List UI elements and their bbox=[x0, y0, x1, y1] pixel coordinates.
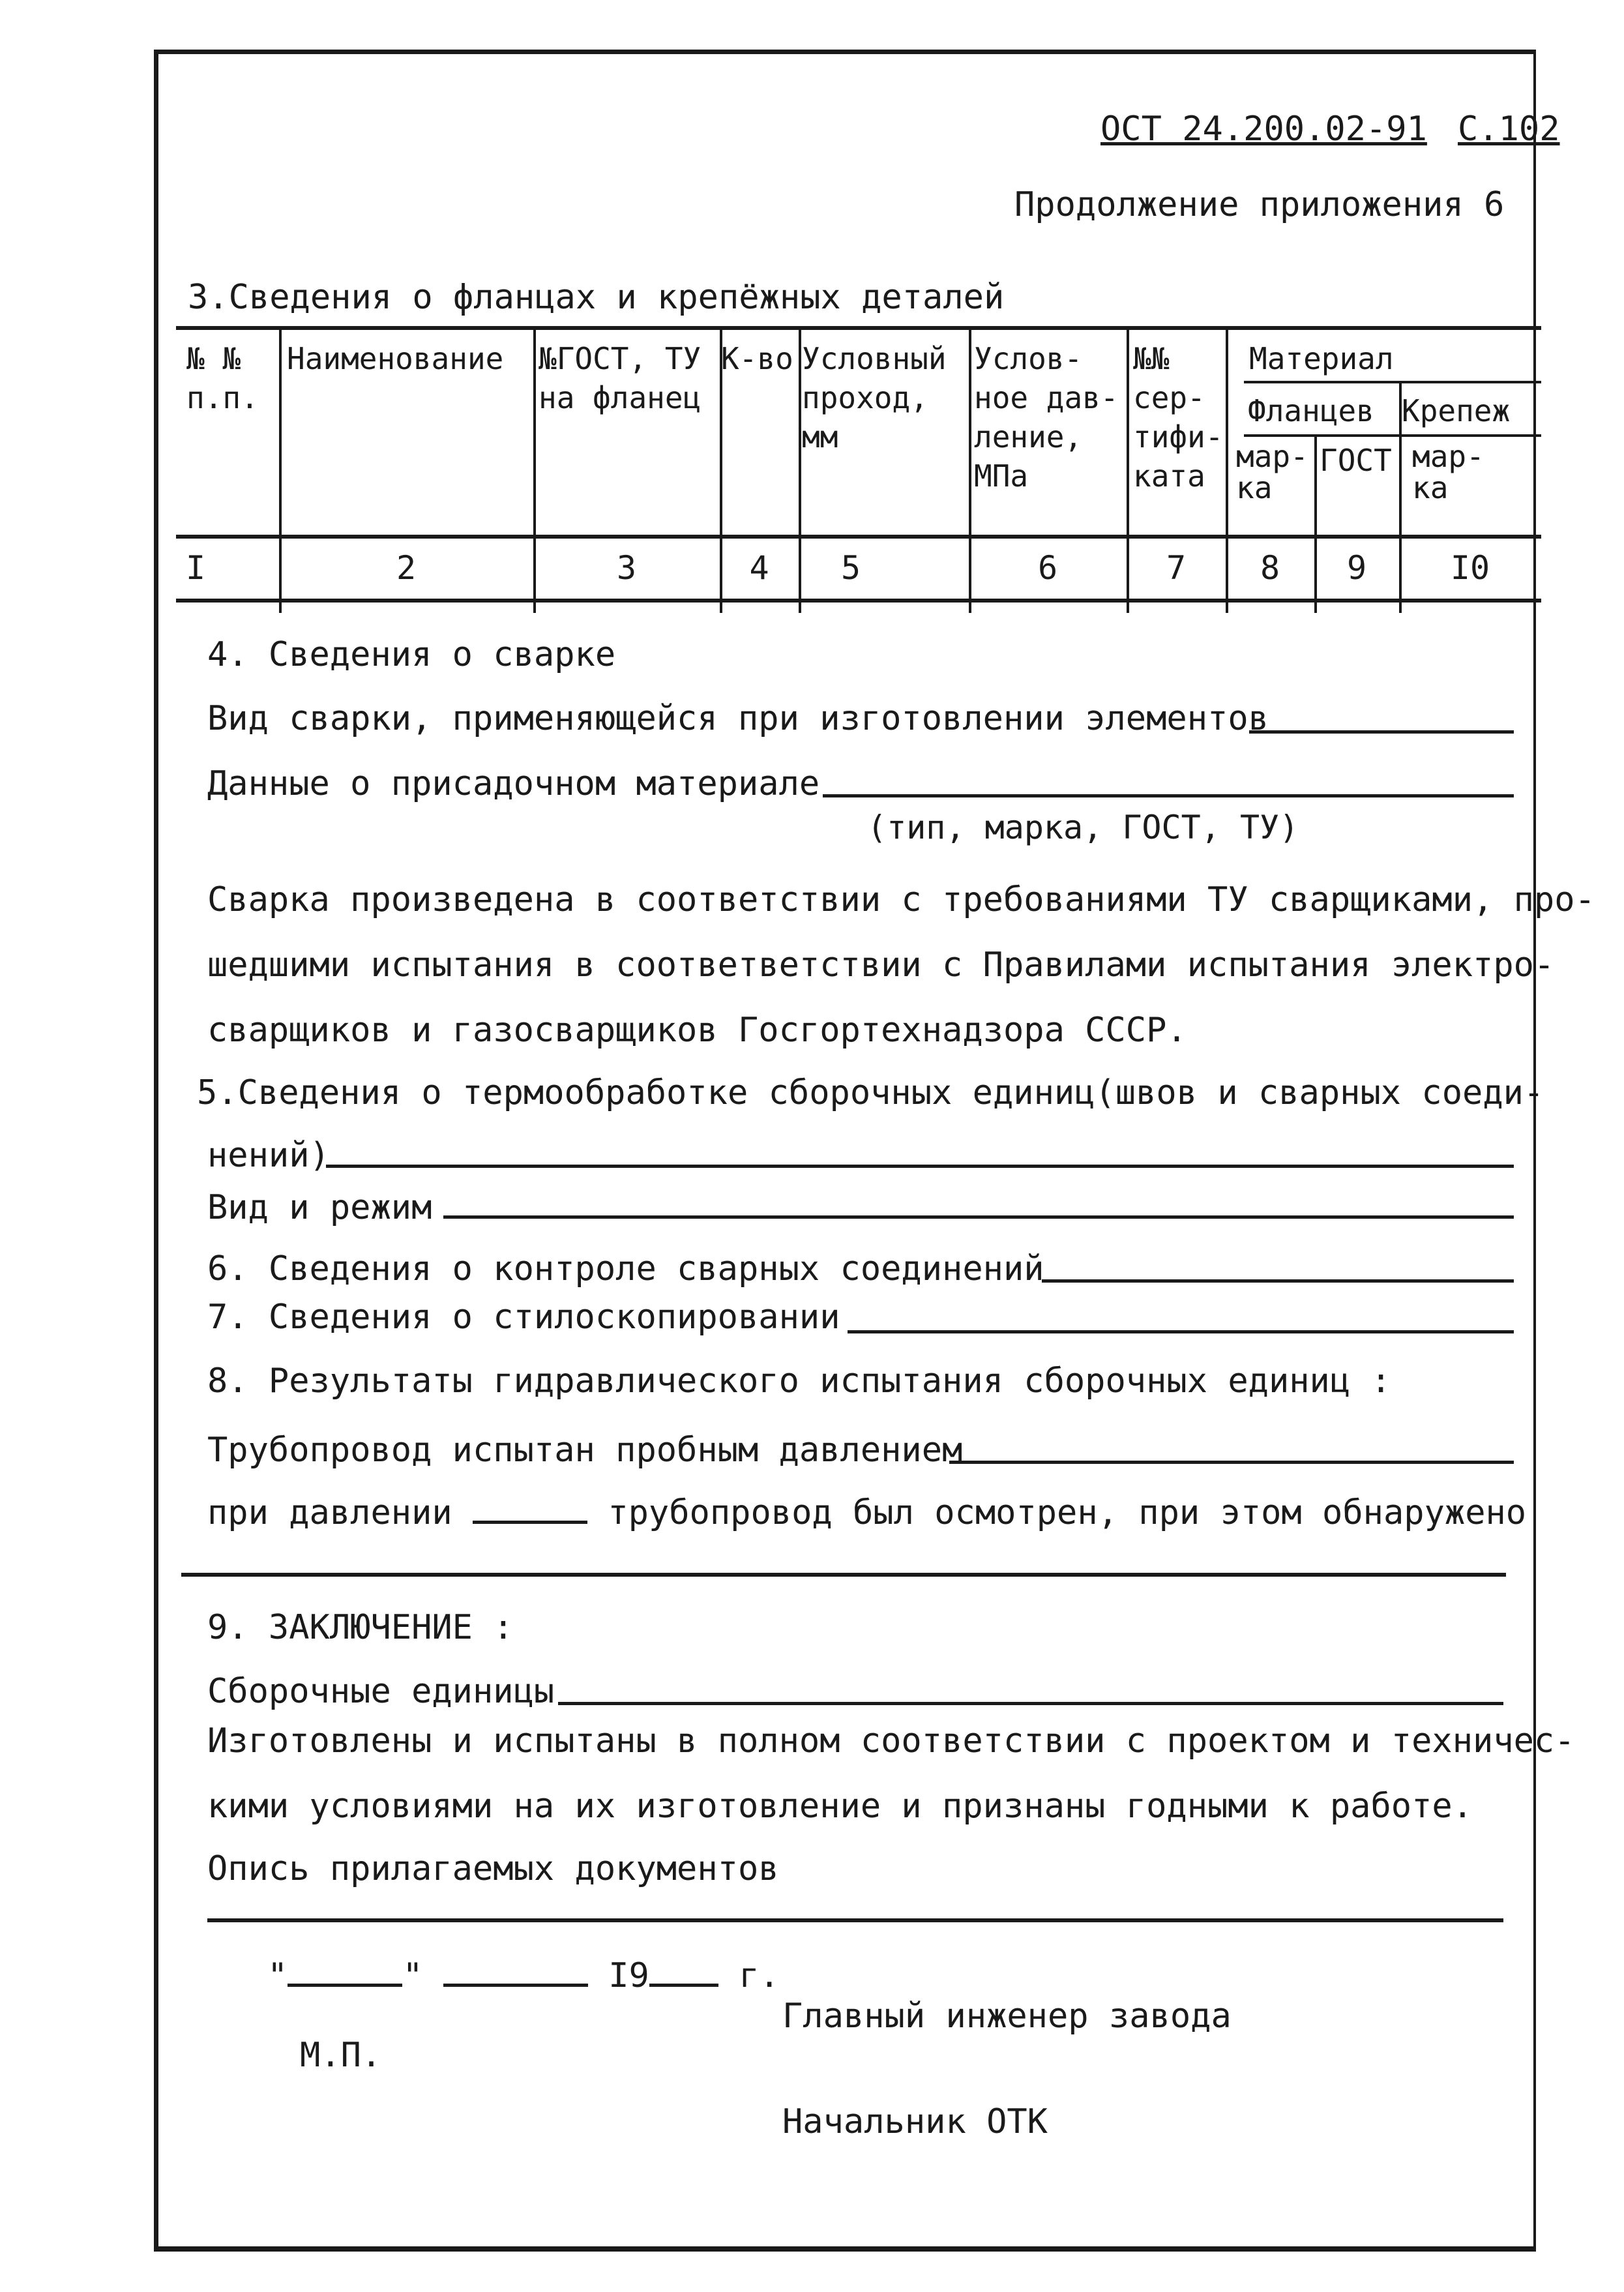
stamp-label: М.П. bbox=[300, 2036, 382, 2075]
col10-header: мар- ка bbox=[1412, 439, 1484, 505]
section5-title-line2: нений) bbox=[207, 1136, 330, 1175]
col6-header: Услов- ное дав- ление, МПа bbox=[974, 341, 1119, 494]
continuation-label: Продолжение приложения 6 bbox=[1014, 185, 1505, 224]
col2-header: Наименование bbox=[287, 341, 504, 376]
section9-title: 9. ЗАКЛЮЧЕНИЕ : bbox=[207, 1608, 514, 1647]
filler-material-hint: (тип, марка, ГОСТ, ТУ) bbox=[867, 809, 1299, 846]
col6-number: 6 bbox=[1037, 549, 1058, 587]
col7-header: №№ сер- тифи- ката bbox=[1133, 341, 1224, 494]
col5-header: Условный проход, мм bbox=[802, 341, 947, 454]
assembly-units-label: Сборочные единицы bbox=[207, 1672, 555, 1711]
assembly-units-blank[interactable] bbox=[558, 1702, 1503, 1705]
section8-title: 8. Результаты гидравлического испытания сборочных единиц : bbox=[207, 1362, 1391, 1401]
col4-number: 4 bbox=[749, 549, 769, 587]
conclusion-para-line2: кими условиями на их изготовление и признаны годными к работе. bbox=[207, 1787, 1473, 1826]
filler-material-label: Данные о присадочном материале bbox=[207, 764, 820, 803]
col4-header: К-во bbox=[721, 341, 793, 376]
document-code: ОСТ 24.200.02-91 bbox=[1100, 110, 1427, 149]
documents-list-label: Опись прилагаемых документов bbox=[207, 1849, 779, 1888]
welding-para-line1: Сварка произведена в соответствии с требованиями ТУ сварщиками, про- bbox=[207, 880, 1595, 919]
otk-head-label: Начальник ОТК bbox=[782, 2102, 1048, 2141]
col10-number: I0 bbox=[1450, 549, 1490, 587]
welding-para-line3: сварщиков и газосварщиков Госгортехнадзора СССР. bbox=[207, 1011, 1187, 1050]
col1-header: № № п.п. bbox=[186, 341, 259, 415]
col3-number: 3 bbox=[616, 549, 637, 587]
fasteners-group-header: Крепеж bbox=[1402, 393, 1511, 428]
styloscopy-blank[interactable] bbox=[848, 1330, 1514, 1333]
date-line: " " I9 г. bbox=[267, 1956, 780, 1995]
section4-title: 4. Сведения о сварке bbox=[207, 635, 616, 674]
day-blank[interactable] bbox=[288, 1984, 402, 1987]
documents-list-line[interactable] bbox=[207, 1918, 1503, 1922]
col8-number: 8 bbox=[1260, 549, 1280, 587]
inspection-line: при давлении трубопровод был осмотрен, при этом обнаружено bbox=[207, 1493, 1527, 1532]
section3-title: 3.Сведения о фланцах и крепёжных деталей bbox=[188, 278, 1005, 317]
conclusion-para-line1: Изготовлены и испытаны в полном соответствии с проектом и техничес- bbox=[207, 1721, 1575, 1761]
page-number: С.102 bbox=[1458, 110, 1560, 149]
col7-number: 7 bbox=[1166, 549, 1187, 587]
filler-material-blank[interactable] bbox=[823, 794, 1514, 797]
flanges-group-header: Фланцев bbox=[1248, 393, 1374, 428]
col2-number: 2 bbox=[396, 549, 417, 587]
inspection-result-line[interactable] bbox=[181, 1573, 1506, 1577]
col8-header: мар- ка bbox=[1236, 439, 1308, 505]
mode-label: Вид и режим bbox=[207, 1188, 432, 1227]
heat-treatment-blank[interactable] bbox=[326, 1165, 1514, 1168]
pressure-blank[interactable] bbox=[473, 1521, 587, 1524]
mode-blank[interactable] bbox=[443, 1215, 1514, 1219]
col9-number: 9 bbox=[1346, 549, 1367, 587]
section7-title: 7. Сведения о стилоскопировании bbox=[207, 1298, 840, 1337]
col9-header: ГОСТ bbox=[1320, 443, 1392, 478]
test-pressure-blank[interactable] bbox=[949, 1461, 1514, 1464]
section6-title: 6. Сведения о контроле сварных соединений bbox=[207, 1249, 1044, 1288]
section5-title-line1: 5.Сведения о термообработке сборочных единиц(швов и сварных соеди- bbox=[197, 1073, 1544, 1112]
welding-type-blank[interactable] bbox=[1249, 730, 1514, 734]
test-pressure-label: Трубопровод испытан пробным давлением bbox=[207, 1431, 963, 1470]
month-blank[interactable] bbox=[443, 1984, 588, 1987]
col1-number: I bbox=[185, 549, 206, 587]
weld-control-blank[interactable] bbox=[1042, 1279, 1514, 1283]
material-group-header: Материал bbox=[1249, 341, 1394, 376]
chief-engineer-label: Главный инженер завода bbox=[782, 1997, 1232, 2036]
col5-number: 5 bbox=[840, 549, 861, 587]
col3-header: №ГОСТ, ТУ на фланец bbox=[539, 341, 701, 415]
year-blank[interactable] bbox=[649, 1984, 718, 1987]
welding-para-line2: шедшими испытания в соответветствии с Правилами испытания электро- bbox=[207, 945, 1555, 985]
welding-type-label: Вид сварки, применяющейся при изготовлении элементов bbox=[207, 699, 1269, 738]
